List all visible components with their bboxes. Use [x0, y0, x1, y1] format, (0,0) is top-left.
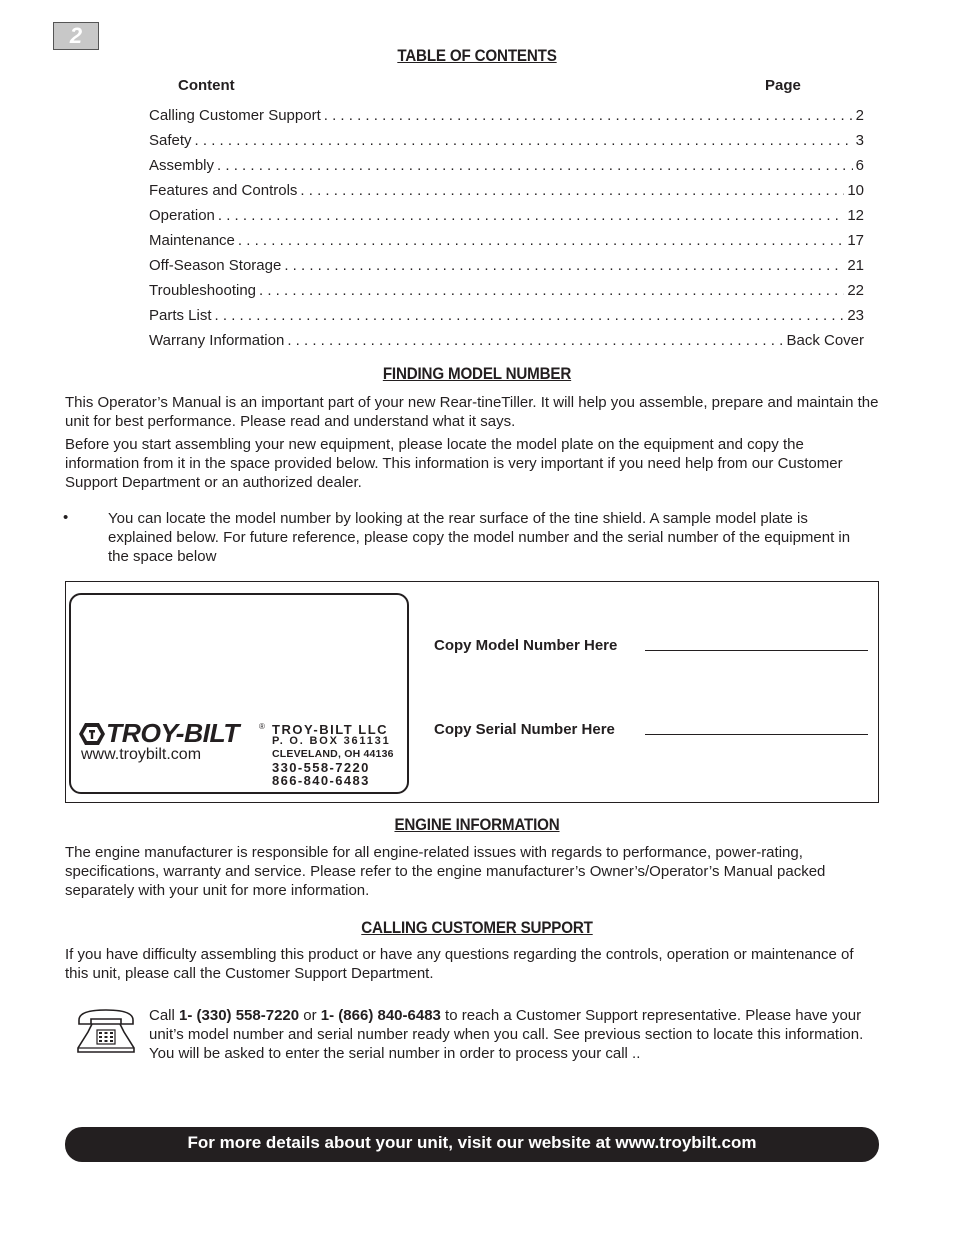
toc-entry-label: Operation: [149, 207, 215, 224]
model-para-2: Before you start assembling your new equipment, please locate the model plate on the equipment and copy the information from it in the space provided below. This information is very important if you need help from our Customer Support Department or an authorized dealer.: [65, 436, 843, 491]
toc-entry-page: 21: [847, 257, 864, 274]
call-prefix: Call: [149, 1007, 180, 1024]
registered-mark: ®: [259, 722, 265, 731]
toc-leader-dots: [215, 307, 845, 324]
toc-row[interactable]: [149, 282, 864, 304]
support-phone-2[interactable]: 1- (866) 840-6483: [320, 1007, 441, 1024]
copy-serial-label: Copy Serial Number Here: [434, 721, 615, 738]
toc-row[interactable]: [149, 107, 864, 129]
toc-entry-page: 3: [855, 132, 864, 149]
copy-model-label: Copy Model Number Here: [434, 637, 618, 654]
support-para: If you have difficulty assembling this product or have any questions regarding the controls, operation or maintenance of this unit, please call the Customer Support Department.: [65, 946, 854, 982]
toc-leader-dots: [195, 132, 853, 149]
serial-number-line[interactable]: [645, 734, 868, 735]
plate-phone-1: 330-558-7220: [272, 760, 370, 775]
toc-leader-dots: [259, 282, 844, 299]
toc-row[interactable]: [149, 232, 864, 254]
engine-para: The engine manufacturer is responsible for all engine-related issues with regards to performance, power-rating, specifications, warranty and service. Please refer to the engine manufacturer’s Owner’s/Operator’s Manual packed separately with your unit for more information.: [65, 844, 826, 899]
toc-entry-page: 12: [847, 207, 864, 224]
toc-leader-dots: [238, 232, 844, 249]
toc-leader-dots: [287, 332, 783, 349]
plate-city: CLEVELAND, OH 44136: [272, 748, 394, 760]
toc-entry-page: 23: [847, 307, 864, 324]
model-bullet: You can locate the model number by looking at the rear surface of the tine shield. A sample model plate is explained below. For future reference, please copy the model number and the serial number of the equipment in the space below: [108, 510, 851, 565]
model-number-line[interactable]: [645, 650, 868, 651]
toc-entry-label: Troubleshooting: [149, 282, 257, 299]
model-title: FINDING MODEL NUMBER: [382, 365, 572, 383]
toc-entry-label: Warrany Information: [149, 332, 285, 349]
toc-entry-label: Off-Season Storage: [149, 257, 282, 274]
toc-entry-page: Back Cover: [786, 332, 864, 349]
toc-row[interactable]: [149, 332, 864, 354]
website-banner: For more details about your unit, visit our website at www.troybilt.com: [65, 1127, 879, 1162]
toc-entry-label: Safety: [149, 132, 192, 149]
support-phone-1[interactable]: 1- (330) 558-7220: [179, 1007, 300, 1024]
toc-leader-dots: [300, 182, 844, 199]
toc-title: TABLE OF CONTENTS: [397, 47, 557, 65]
telephone-icon: [75, 1008, 137, 1054]
plate-brand: TROY-BILT: [106, 718, 239, 748]
toc-entry-label: Features and Controls: [149, 182, 298, 199]
engine-title: ENGINE INFORMATION: [394, 816, 560, 834]
page-number: 2: [53, 22, 99, 50]
toc-entry-label: Assembly: [149, 157, 215, 174]
call-or: or: [299, 1007, 321, 1024]
toc-column-page: Page: [765, 77, 801, 94]
toc-row[interactable]: [149, 307, 864, 329]
toc-entry-label: Maintenance: [149, 232, 235, 249]
toc-entry-page: 22: [847, 282, 864, 299]
troy-bilt-logo-icon: [78, 722, 106, 746]
toc-entry-label: Calling Customer Support: [149, 107, 321, 124]
toc-leader-dots: [284, 257, 844, 274]
toc-column-content: Content: [178, 77, 235, 94]
plate-website: www.troybilt.com: [81, 746, 202, 763]
toc-row[interactable]: [149, 182, 864, 204]
plate-company: TROY-BILT LLC: [272, 722, 389, 737]
plate-phone-2: 866-840-6483: [272, 773, 370, 788]
bullet-mark: •: [63, 509, 69, 526]
call-suffix: to reach a Customer Support representative. Please have your unit’s model number and serial number ready when you call. See previous section to locate this information. You will be asked to enter the serial number in order to process your call ..: [149, 1007, 864, 1062]
toc-leader-dots: [218, 207, 844, 224]
plate-pobox: P. O. BOX 361131: [272, 735, 391, 747]
toc-entry-label: Parts List: [149, 307, 212, 324]
toc-entry-page: 10: [847, 182, 864, 199]
toc-leader-dots: [324, 107, 853, 124]
support-title: CALLING CUSTOMER SUPPORT: [361, 919, 593, 937]
model-para-1: This Operator’s Manual is an important part of your new Rear-tineTiller. It will help you assemble, prepare and maintain the unit for best performance. Please read and understand what it says.: [65, 394, 879, 430]
toc-row[interactable]: [149, 157, 864, 179]
toc-row[interactable]: [149, 257, 864, 279]
toc-entry-page: 2: [855, 107, 864, 124]
support-call-text: [149, 1006, 874, 1063]
toc-entry-page: 6: [855, 157, 864, 174]
toc-entry-page: 17: [847, 232, 864, 249]
toc-leader-dots: [217, 157, 853, 174]
toc-row[interactable]: [149, 207, 864, 229]
toc-row[interactable]: [149, 132, 864, 154]
